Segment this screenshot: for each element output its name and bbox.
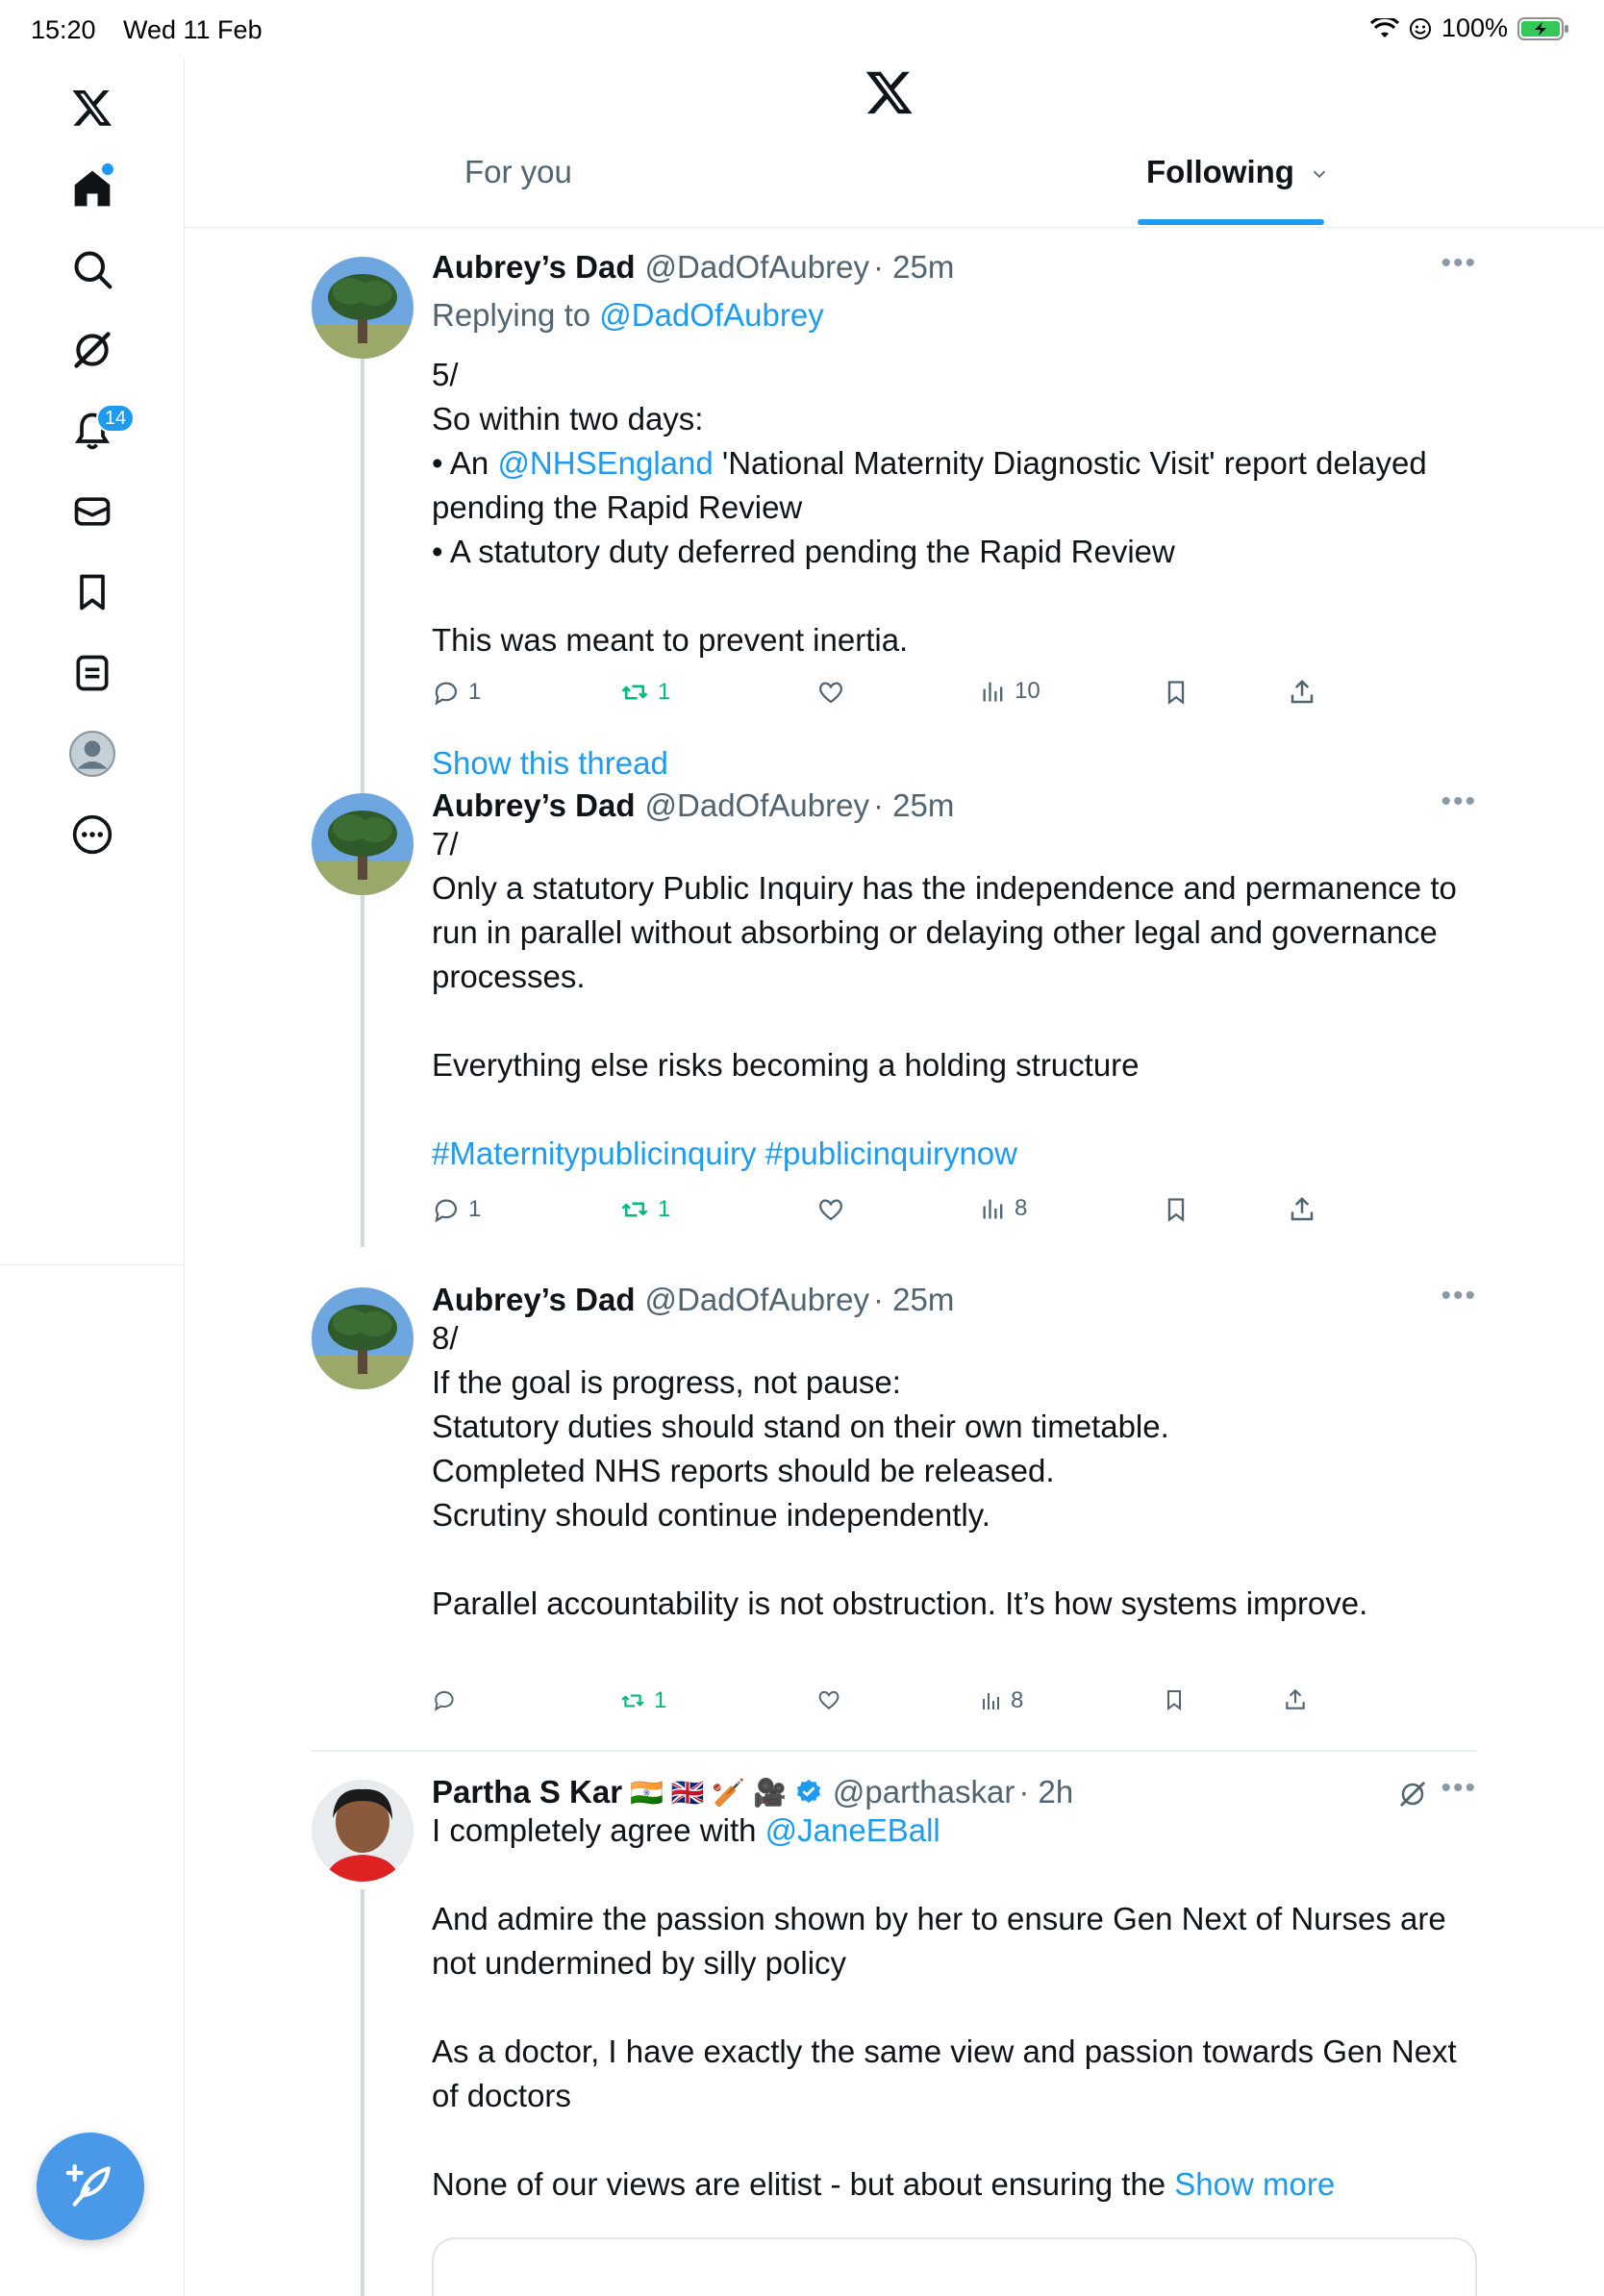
heart-icon: [816, 1687, 841, 1712]
author-flags: 🇮🇳 🇬🇧 🏏 🎥: [630, 1777, 787, 1808]
battery-percent: 100%: [1441, 13, 1508, 42]
replying-to: [432, 297, 824, 334]
sidebar-item-profile[interactable]: [0, 715, 185, 792]
more-options-icon[interactable]: •••: [1441, 1280, 1477, 1311]
blank-line: [432, 1537, 1475, 1582]
post-header: [432, 1774, 1073, 1810]
tab-for-you[interactable]: For you: [464, 154, 572, 189]
view-count: 8: [1015, 1195, 1028, 1221]
repost-icon: [619, 1195, 650, 1224]
reply-icon: [432, 1687, 457, 1712]
home-unread-dot: [102, 163, 113, 175]
reply-icon: [432, 1195, 461, 1224]
repost-icon: [619, 1688, 646, 1713]
sidebar-item-lists[interactable]: [0, 635, 185, 711]
x-logo-icon: [71, 87, 113, 129]
tree-avatar-image: [312, 1287, 414, 1389]
post-line: 7/: [432, 826, 459, 861]
tree-avatar-image: [312, 793, 414, 895]
bookmark-icon: [1163, 1195, 1190, 1224]
bookmark-button[interactable]: [1163, 1687, 1186, 1712]
thread-line: [361, 901, 364, 1247]
author-name[interactable]: Aubrey’s Dad: [432, 1282, 636, 1317]
blank-line: [432, 1985, 1475, 2030]
mail-icon: [71, 490, 113, 533]
sidebar-rail: [184, 1265, 185, 2296]
bookmark-button[interactable]: [1163, 678, 1190, 707]
sidebar: [0, 58, 185, 1265]
verified-badge-icon: [794, 1778, 823, 1807]
author-name[interactable]: Aubrey’s Dad: [432, 787, 636, 823]
post-line-text: • An: [432, 445, 498, 481]
show-more-link[interactable]: Show more: [1174, 2166, 1336, 2202]
post-line: Only a statutory Public Inquiry has the independence and permanence to run in parallel without absorbing or delaying other legal and governance processes.: [432, 870, 1457, 994]
post-time[interactable]: · 2h: [1018, 1774, 1074, 1809]
bookmark-icon: [1163, 678, 1190, 707]
post-header: [432, 1282, 954, 1318]
repost-button[interactable]: [619, 1195, 670, 1224]
share-icon: [1283, 1687, 1308, 1712]
views-chart-icon: [980, 678, 1007, 705]
share-button[interactable]: [1288, 678, 1316, 707]
chevron-down-icon: [1309, 163, 1330, 185]
more-options-icon[interactable]: •••: [1441, 1772, 1477, 1804]
reply-button[interactable]: [432, 678, 481, 707]
action-bar: [432, 678, 1369, 716]
reply-button[interactable]: [432, 1195, 481, 1224]
repost-count: 1: [658, 679, 671, 705]
repost-count: 1: [654, 1687, 667, 1713]
post-divider: [312, 1750, 1477, 1752]
more-circle-icon: [71, 813, 113, 856]
action-bar: [432, 1195, 1369, 1234]
sidebar-item-messages[interactable]: [0, 473, 185, 550]
share-icon: [1288, 1195, 1316, 1224]
like-button[interactable]: [816, 1195, 845, 1224]
reply-count: 1: [468, 679, 482, 705]
share-button[interactable]: [1283, 1687, 1308, 1712]
mention-link[interactable]: @NHSEngland: [497, 445, 714, 481]
sidebar-item-grok[interactable]: [0, 312, 185, 388]
sidebar-item-notifications[interactable]: [0, 392, 185, 469]
sidebar-item-bookmarks[interactable]: [0, 554, 185, 631]
author-name[interactable]: Aubrey’s Dad: [432, 249, 636, 285]
heart-icon: [816, 678, 845, 707]
author-handle[interactable]: @DadOfAubrey: [644, 1282, 869, 1317]
bookmark-icon: [1163, 1687, 1186, 1712]
post-line: Parallel accountability is not obstruction. It’s how systems improve.: [432, 1585, 1368, 1621]
post-time[interactable]: · 25m: [872, 249, 955, 285]
blank-line: [432, 999, 1475, 1043]
hashtags[interactable]: #Maternitypublicinquiry #publicinquirynow: [432, 1136, 1017, 1171]
post-text: [432, 353, 1475, 662]
post-text: [432, 1316, 1475, 1626]
x-logo-icon: [865, 67, 915, 117]
focus-smile-icon: [1409, 17, 1432, 40]
reply-button[interactable]: [432, 1687, 457, 1712]
blank-line: [432, 1853, 1475, 1897]
post-line: If the goal is progress, not pause:: [432, 1364, 901, 1400]
notifications-badge: 14: [96, 404, 135, 433]
status-date: Wed 11 Feb: [123, 15, 263, 44]
timeline-header: [186, 58, 1604, 228]
repost-button[interactable]: [619, 678, 670, 707]
grok-icon: [71, 329, 113, 371]
search-icon: [71, 248, 113, 290]
view-count: 10: [1015, 678, 1040, 704]
post-line-text: 'National Maternity Diagnostic Visit' report delayed pending the Rapid Review: [432, 445, 1427, 525]
repost-count: 1: [658, 1196, 671, 1222]
status-time: 15:20: [31, 15, 96, 44]
post-time[interactable]: · 25m: [872, 1282, 955, 1317]
avatar[interactable]: [312, 1287, 414, 1389]
tab-active-indicator: [1138, 219, 1324, 225]
views-chart-icon: [980, 1689, 1003, 1712]
compose-post-button[interactable]: [37, 2133, 144, 2240]
post-text: [432, 822, 1475, 1176]
wifi-icon: [1370, 18, 1399, 39]
feather-plus-icon: [63, 2159, 117, 2213]
post-line: [432, 441, 1475, 530]
tree-avatar-image: [312, 257, 414, 359]
views-button[interactable]: [980, 1687, 1023, 1714]
post-line: Statutory duties should stand on their own timetable.: [432, 1409, 1169, 1444]
views-chart-icon: [980, 1195, 1007, 1222]
repost-button[interactable]: [619, 1687, 666, 1714]
lists-icon: [71, 652, 113, 694]
blank-line: [432, 2118, 1475, 2162]
post-line: As a doctor, I have exactly the same view and passion towards Gen Next of doctors: [432, 2034, 1457, 2113]
blank-line: [432, 1087, 1475, 1132]
header-x-logo[interactable]: [865, 67, 915, 122]
post-line: This was meant to prevent inertia.: [432, 622, 909, 658]
post-line-text: None of our views are elitist - but about ensuring the: [432, 2166, 1175, 2202]
reply-handle-link[interactable]: @DadOfAubrey: [599, 297, 824, 333]
sidebar-item-explore[interactable]: [0, 231, 185, 308]
views-button[interactable]: [980, 678, 1040, 705]
share-icon: [1288, 678, 1316, 707]
sidebar-item-more[interactable]: [0, 796, 185, 873]
battery-charging-icon: [1517, 16, 1569, 41]
post-line: Everything else risks becoming a holding structure: [432, 1047, 1140, 1083]
status-bar: [0, 0, 1604, 62]
repost-icon: [619, 678, 650, 707]
post-text: [432, 1809, 1475, 2207]
post-line-text: I completely agree with: [432, 1812, 765, 1848]
quoted-post-card[interactable]: [432, 2237, 1477, 2296]
reply-icon: [432, 678, 461, 707]
action-bar: [432, 1687, 1369, 1726]
post-line: 8/: [432, 1320, 459, 1356]
post-line: Scrutiny should continue independently.: [432, 1497, 990, 1533]
share-button[interactable]: [1288, 1195, 1316, 1224]
post-line: Completed NHS reports should be released.: [432, 1453, 1055, 1488]
replying-prefix: Replying to: [432, 297, 600, 333]
bookmark-icon: [71, 571, 113, 613]
avatar[interactable]: [312, 257, 414, 359]
timeline-feed: [312, 228, 1477, 2296]
post-line: [432, 1809, 1475, 1853]
avatar[interactable]: [312, 793, 414, 895]
post-line: [432, 2162, 1475, 2207]
reply-count: 1: [468, 1196, 482, 1222]
avatar[interactable]: [312, 1780, 414, 1882]
views-button[interactable]: [980, 1195, 1027, 1222]
post-time[interactable]: · 25m: [872, 787, 955, 823]
person-avatar-image: [312, 1780, 414, 1882]
tab-following-label: Following: [1146, 154, 1294, 189]
like-button[interactable]: [816, 678, 845, 707]
show-thread-link[interactable]: Show this thread: [432, 745, 668, 781]
like-button[interactable]: [816, 1687, 841, 1712]
author-handle[interactable]: @DadOfAubrey: [644, 249, 869, 285]
post-line: So within two days:: [432, 401, 704, 437]
post-header: [432, 249, 954, 286]
blank-line: [432, 574, 1475, 618]
thread-line: [361, 1889, 364, 2296]
author-handle[interactable]: @DadOfAubrey: [644, 787, 869, 823]
bookmark-button[interactable]: [1163, 1195, 1190, 1224]
status-right: [1370, 13, 1569, 43]
heart-icon: [816, 1195, 845, 1224]
post-line: And admire the passion shown by her to ensure Gen Next of Nurses are not undermined by silly policy: [432, 1901, 1446, 1981]
grok-icon[interactable]: [1398, 1780, 1427, 1809]
more-options-icon[interactable]: •••: [1441, 786, 1477, 817]
profile-avatar-icon: [68, 730, 116, 778]
tab-following[interactable]: [1146, 154, 1330, 190]
author-name[interactable]: Partha S Kar: [432, 1774, 623, 1809]
sidebar-x-logo[interactable]: [0, 69, 185, 146]
more-options-icon[interactable]: •••: [1441, 247, 1477, 279]
sidebar-item-home[interactable]: [0, 150, 185, 227]
mention-link[interactable]: @JaneEBall: [764, 1812, 940, 1848]
post-line: • A statutory duty deferred pending the Rapid Review: [432, 534, 1175, 569]
post-header: [432, 787, 954, 824]
view-count: 8: [1011, 1687, 1024, 1713]
author-handle[interactable]: @parthaskar: [832, 1774, 1015, 1809]
post-line: 5/: [432, 357, 459, 392]
